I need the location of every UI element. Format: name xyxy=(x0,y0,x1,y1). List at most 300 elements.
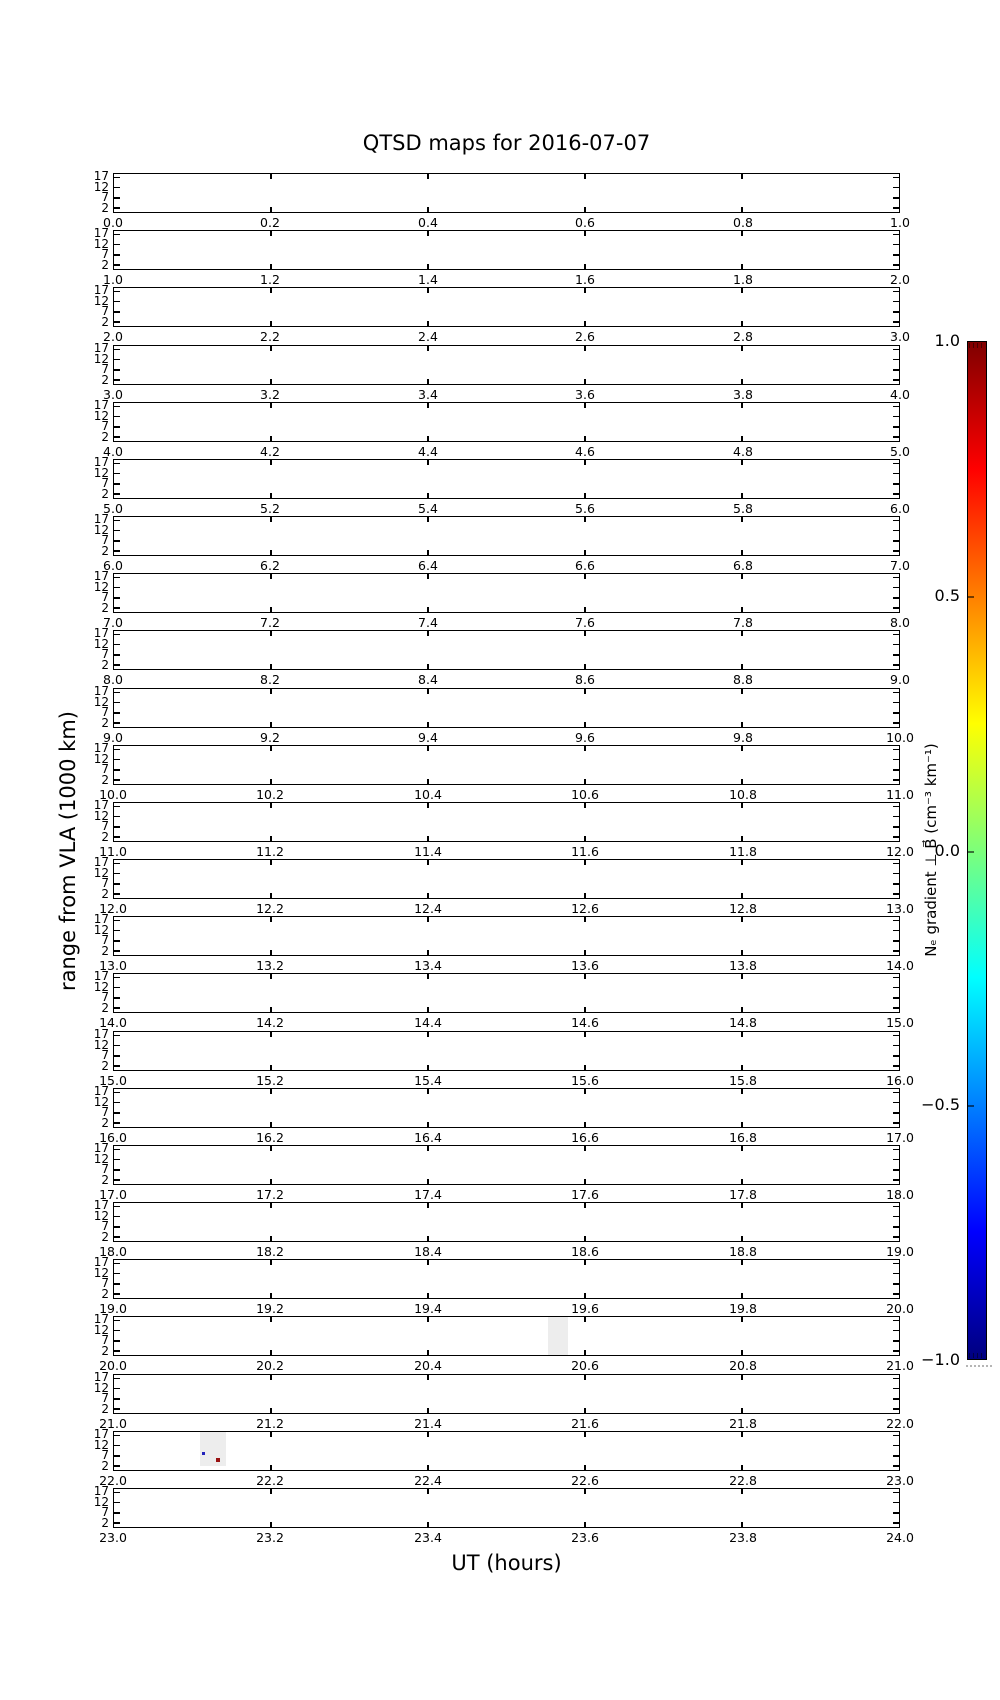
y-tick xyxy=(114,234,120,236)
x-tick-label: 10.2 xyxy=(256,787,284,802)
colorbar-tick-label: 0.0 xyxy=(934,841,960,860)
y-tick xyxy=(114,463,120,465)
x-tick-label: 4.6 xyxy=(575,444,595,459)
x-tick xyxy=(741,1089,743,1094)
y-tick xyxy=(893,863,899,865)
x-tick-label: 2.8 xyxy=(733,329,753,344)
x-tick xyxy=(584,264,586,269)
y-tick xyxy=(114,349,120,351)
y-tick-label: 2 xyxy=(101,201,109,215)
y-tick-label: 2 xyxy=(101,658,109,672)
x-tick xyxy=(427,1293,429,1298)
y-tick-label: 2 xyxy=(101,1001,109,1015)
y-tick xyxy=(893,692,899,694)
panel-box xyxy=(113,973,900,1013)
x-tick xyxy=(584,288,586,293)
x-tick xyxy=(270,321,272,326)
y-tick-label: 7 xyxy=(101,819,109,833)
y-tick xyxy=(893,749,899,751)
x-tick-label: 1.0 xyxy=(890,215,910,230)
y-tick-label: 17 xyxy=(93,1198,109,1212)
x-tick xyxy=(741,550,743,555)
y-tick xyxy=(893,1283,899,1285)
x-tick xyxy=(584,1522,586,1527)
colorbar-tick-label: 1.0 xyxy=(934,331,960,350)
y-tick xyxy=(893,779,899,781)
y-tick xyxy=(893,712,899,714)
x-tick-label: 22.0 xyxy=(886,1416,914,1431)
y-tick xyxy=(893,187,899,189)
x-tick xyxy=(270,1317,272,1322)
x-tick xyxy=(427,836,429,841)
y-tick xyxy=(114,1206,120,1208)
y-tick xyxy=(893,1122,899,1124)
x-tick xyxy=(741,917,743,922)
y-tick xyxy=(114,369,120,371)
y-tick xyxy=(114,1169,120,1171)
x-tick-label: 7.8 xyxy=(733,615,753,630)
x-tick xyxy=(741,893,743,898)
x-tick-label: 14.8 xyxy=(729,1015,757,1030)
x-tick-label: 23.2 xyxy=(256,1530,284,1545)
x-tick-label: 6.6 xyxy=(575,558,595,573)
y-tick xyxy=(893,1065,899,1067)
x-tick-label: 3.0 xyxy=(890,329,910,344)
x-tick xyxy=(427,1522,429,1527)
x-tick xyxy=(584,460,586,465)
x-tick xyxy=(427,631,429,636)
x-tick-label: 6.8 xyxy=(733,558,753,573)
x-tick-label: 15.0 xyxy=(886,1015,914,1030)
data-point xyxy=(216,1458,220,1462)
y-tick xyxy=(893,1502,899,1504)
x-tick-label: 8.4 xyxy=(418,672,438,687)
x-tick-label: 22.2 xyxy=(256,1473,284,1488)
y-tick-label: 2 xyxy=(101,258,109,272)
y-tick xyxy=(893,816,899,818)
panel-box xyxy=(113,630,900,670)
x-tick-label: 13.4 xyxy=(414,958,442,973)
x-tick xyxy=(741,803,743,808)
x-tick xyxy=(427,607,429,612)
y-tick-label: 7 xyxy=(101,1219,109,1233)
y-tick-label: 2 xyxy=(101,487,109,501)
y-tick-label: 7 xyxy=(101,1505,109,1519)
y-tick-label: 17 xyxy=(93,626,109,640)
x-tick-label: 14.0 xyxy=(886,958,914,973)
x-tick xyxy=(427,974,429,979)
x-tick xyxy=(741,974,743,979)
x-tick xyxy=(741,722,743,727)
x-axis-label: UT (hours) xyxy=(451,1551,562,1575)
y-tick xyxy=(893,1055,899,1057)
x-tick xyxy=(741,1007,743,1012)
y-tick-label: 2 xyxy=(101,373,109,387)
y-tick-label: 12 xyxy=(93,1381,109,1395)
x-tick xyxy=(584,860,586,865)
y-tick xyxy=(893,1159,899,1161)
x-tick xyxy=(270,460,272,465)
x-tick-label: 18.0 xyxy=(886,1187,914,1202)
x-tick xyxy=(741,1375,743,1380)
x-tick xyxy=(427,779,429,784)
x-tick-label: 6.4 xyxy=(418,558,438,573)
y-tick xyxy=(893,1465,899,1467)
x-tick xyxy=(270,722,272,727)
x-tick-label: 21.4 xyxy=(414,1416,442,1431)
x-tick xyxy=(584,1489,586,1494)
y-tick xyxy=(893,1340,899,1342)
y-tick xyxy=(114,550,120,552)
x-tick xyxy=(584,231,586,236)
y-tick xyxy=(893,607,899,609)
y-tick-label: 2 xyxy=(101,830,109,844)
y-tick-label: 17 xyxy=(93,741,109,755)
y-tick-label: 7 xyxy=(101,1391,109,1405)
y-tick xyxy=(893,920,899,922)
y-tick xyxy=(114,321,120,323)
x-tick-label: 21.8 xyxy=(729,1416,757,1431)
x-tick-label: 4.2 xyxy=(260,444,280,459)
y-tick xyxy=(114,244,120,246)
x-tick-label: 3.0 xyxy=(103,387,123,402)
y-tick-label: 17 xyxy=(93,912,109,926)
y-tick xyxy=(893,1320,899,1322)
x-tick-label: 7.6 xyxy=(575,615,595,630)
y-tick-label: 2 xyxy=(101,944,109,958)
x-tick-label: 24.0 xyxy=(886,1530,914,1545)
x-tick xyxy=(741,664,743,669)
x-tick xyxy=(270,1375,272,1380)
y-tick xyxy=(893,577,899,579)
panel-box xyxy=(113,573,900,613)
panel-box xyxy=(113,1316,900,1356)
y-tick xyxy=(893,1273,899,1275)
x-tick xyxy=(741,1317,743,1322)
y-tick xyxy=(114,540,120,542)
x-tick-label: 8.0 xyxy=(103,672,123,687)
y-tick xyxy=(114,920,120,922)
x-tick xyxy=(427,1260,429,1265)
x-tick-label: 5.2 xyxy=(260,501,280,516)
x-tick xyxy=(584,1203,586,1208)
y-tick-label: 2 xyxy=(101,315,109,329)
x-tick-label: 0.0 xyxy=(103,215,123,230)
x-tick-label: 11.6 xyxy=(571,844,599,859)
y-tick xyxy=(114,779,120,781)
x-tick-label: 18.8 xyxy=(729,1244,757,1259)
y-tick xyxy=(114,1512,120,1514)
y-tick xyxy=(114,977,120,979)
x-tick xyxy=(270,1260,272,1265)
y-tick-label: 17 xyxy=(93,398,109,412)
x-tick xyxy=(427,1007,429,1012)
x-tick xyxy=(584,746,586,751)
y-tick-label: 12 xyxy=(93,695,109,709)
x-tick xyxy=(741,436,743,441)
colorbar-tick xyxy=(968,851,974,853)
y-tick-label: 17 xyxy=(93,512,109,526)
x-tick-label: 10.8 xyxy=(729,787,757,802)
x-tick xyxy=(741,1489,743,1494)
y-tick xyxy=(893,264,899,266)
x-tick-label: 17.8 xyxy=(729,1187,757,1202)
y-tick xyxy=(114,1179,120,1181)
y-tick xyxy=(114,997,120,999)
y-tick xyxy=(114,1320,120,1322)
x-tick-label: 12.4 xyxy=(414,901,442,916)
x-tick xyxy=(741,779,743,784)
y-tick xyxy=(893,406,899,408)
y-tick xyxy=(114,1293,120,1295)
y-tick xyxy=(893,379,899,381)
x-tick-label: 15.6 xyxy=(571,1073,599,1088)
x-tick-label: 3.6 xyxy=(575,387,595,402)
y-tick-label: 17 xyxy=(93,1312,109,1326)
x-tick-label: 21.0 xyxy=(886,1358,914,1373)
x-tick xyxy=(270,893,272,898)
y-tick-label: 2 xyxy=(101,544,109,558)
x-tick xyxy=(270,288,272,293)
y-tick xyxy=(114,1159,120,1161)
x-tick xyxy=(427,893,429,898)
x-tick xyxy=(270,779,272,784)
y-tick xyxy=(893,664,899,666)
y-tick-label: 17 xyxy=(93,855,109,869)
x-tick xyxy=(270,746,272,751)
x-tick xyxy=(584,1146,586,1151)
x-tick-label: 16.2 xyxy=(256,1130,284,1145)
y-tick-label: 17 xyxy=(93,1370,109,1384)
x-tick-label: 19.2 xyxy=(256,1301,284,1316)
x-tick xyxy=(270,1522,272,1527)
x-tick-label: 9.2 xyxy=(260,730,280,745)
y-tick xyxy=(893,483,899,485)
x-tick xyxy=(741,460,743,465)
y-tick xyxy=(893,997,899,999)
y-tick xyxy=(114,291,120,293)
y-tick-label: 2 xyxy=(101,716,109,730)
x-tick-label: 0.2 xyxy=(260,215,280,230)
y-tick-label: 7 xyxy=(101,1048,109,1062)
y-tick xyxy=(893,597,899,599)
x-tick-label: 5.0 xyxy=(890,444,910,459)
panel-box xyxy=(113,516,900,556)
x-tick-label: 19.0 xyxy=(99,1301,127,1316)
x-tick xyxy=(270,1007,272,1012)
y-tick xyxy=(893,207,899,209)
x-tick-label: 16.8 xyxy=(729,1130,757,1145)
x-tick-label: 2.0 xyxy=(103,329,123,344)
x-tick xyxy=(270,1350,272,1355)
y-tick xyxy=(114,1112,120,1114)
x-tick xyxy=(584,1122,586,1127)
x-tick xyxy=(584,1293,586,1298)
y-tick xyxy=(114,664,120,666)
x-tick-label: 20.4 xyxy=(414,1358,442,1373)
panel-box xyxy=(113,230,900,270)
x-tick xyxy=(270,231,272,236)
x-tick-label: 9.6 xyxy=(575,730,595,745)
y-tick-label: 12 xyxy=(93,866,109,880)
y-tick-label: 12 xyxy=(93,1495,109,1509)
x-tick xyxy=(584,689,586,694)
x-tick-label: 7.2 xyxy=(260,615,280,630)
y-tick-label: 2 xyxy=(101,1344,109,1358)
x-tick xyxy=(427,1065,429,1070)
x-tick xyxy=(741,264,743,269)
y-tick xyxy=(114,1408,120,1410)
x-tick-label: 23.6 xyxy=(571,1530,599,1545)
y-tick-label: 17 xyxy=(93,283,109,297)
y-tick xyxy=(893,1263,899,1265)
x-tick-label: 16.0 xyxy=(886,1073,914,1088)
x-tick xyxy=(584,631,586,636)
y-tick xyxy=(114,197,120,199)
y-tick xyxy=(893,826,899,828)
panel-box xyxy=(113,1488,900,1528)
x-tick xyxy=(427,379,429,384)
y-tick-label: 12 xyxy=(93,1152,109,1166)
y-tick xyxy=(114,416,120,418)
x-tick-label: 22.8 xyxy=(729,1473,757,1488)
y-tick xyxy=(893,1378,899,1380)
y-tick-label: 12 xyxy=(93,1323,109,1337)
x-tick xyxy=(584,974,586,979)
x-tick xyxy=(427,436,429,441)
y-tick xyxy=(114,1398,120,1400)
y-tick xyxy=(114,379,120,381)
x-tick xyxy=(584,917,586,922)
x-tick xyxy=(584,550,586,555)
y-tick-label: 2 xyxy=(101,887,109,901)
x-tick-label: 23.4 xyxy=(414,1530,442,1545)
x-tick xyxy=(270,664,272,669)
x-tick-label: 1.6 xyxy=(575,272,595,287)
x-tick xyxy=(270,1432,272,1437)
x-tick xyxy=(741,1203,743,1208)
y-tick xyxy=(114,1330,120,1332)
x-tick-label: 12.2 xyxy=(256,901,284,916)
y-tick-label: 17 xyxy=(93,226,109,240)
y-tick xyxy=(893,1112,899,1114)
x-tick xyxy=(584,722,586,727)
x-tick xyxy=(741,1260,743,1265)
panel-box xyxy=(113,1259,900,1299)
colorbar-tick-label: −1.0 xyxy=(921,1350,960,1369)
x-tick xyxy=(270,974,272,979)
x-tick xyxy=(741,517,743,522)
x-tick-label: 8.6 xyxy=(575,672,595,687)
y-tick xyxy=(114,1007,120,1009)
panel-box xyxy=(113,1088,900,1128)
y-tick xyxy=(114,187,120,189)
y-tick-label: 12 xyxy=(93,1038,109,1052)
x-tick xyxy=(270,1489,272,1494)
x-tick xyxy=(584,779,586,784)
y-tick xyxy=(893,540,899,542)
y-tick xyxy=(114,769,120,771)
y-tick-label: 12 xyxy=(93,752,109,766)
x-tick-label: 5.8 xyxy=(733,501,753,516)
y-tick-label: 2 xyxy=(101,1059,109,1073)
x-tick xyxy=(427,264,429,269)
y-tick-label: 2 xyxy=(101,1516,109,1530)
x-tick xyxy=(427,860,429,865)
x-tick-label: 5.6 xyxy=(575,501,595,516)
y-tick xyxy=(893,806,899,808)
y-tick xyxy=(114,311,120,313)
x-tick-label: 22.6 xyxy=(571,1473,599,1488)
y-tick xyxy=(114,1522,120,1524)
x-tick xyxy=(270,1146,272,1151)
x-tick xyxy=(427,917,429,922)
x-tick-label: 17.2 xyxy=(256,1187,284,1202)
y-tick xyxy=(893,473,899,475)
y-tick-label: 7 xyxy=(101,1105,109,1119)
x-tick-label: 4.0 xyxy=(103,444,123,459)
y-tick-label: 2 xyxy=(101,1230,109,1244)
x-tick-label: 13.0 xyxy=(99,958,127,973)
y-tick xyxy=(114,1226,120,1228)
y-tick xyxy=(114,702,120,704)
x-tick xyxy=(427,746,429,751)
x-tick xyxy=(741,836,743,841)
y-tick-label: 17 xyxy=(93,169,109,183)
x-tick xyxy=(427,1432,429,1437)
x-tick-label: 23.0 xyxy=(886,1473,914,1488)
x-tick-label: 2.2 xyxy=(260,329,280,344)
y-tick-label: 7 xyxy=(101,476,109,490)
y-tick-label: 2 xyxy=(101,1116,109,1130)
x-tick xyxy=(584,1007,586,1012)
y-tick xyxy=(114,1216,120,1218)
x-tick xyxy=(741,1408,743,1413)
x-tick xyxy=(270,1179,272,1184)
x-tick xyxy=(427,1032,429,1037)
y-tick-label: 12 xyxy=(93,466,109,480)
y-tick xyxy=(114,692,120,694)
x-tick xyxy=(270,403,272,408)
y-tick-label: 2 xyxy=(101,1402,109,1416)
x-tick-label: 15.2 xyxy=(256,1073,284,1088)
x-tick xyxy=(741,231,743,236)
y-tick xyxy=(893,1102,899,1104)
x-tick-label: 17.6 xyxy=(571,1187,599,1202)
y-tick xyxy=(114,873,120,875)
x-tick xyxy=(741,574,743,579)
y-tick xyxy=(114,177,120,179)
x-tick-label: 12.0 xyxy=(886,844,914,859)
colorbar-tick xyxy=(968,1105,974,1107)
y-tick xyxy=(893,416,899,418)
x-tick-label: 2.6 xyxy=(575,329,595,344)
y-tick-label: 12 xyxy=(93,1209,109,1223)
y-tick xyxy=(893,321,899,323)
x-tick-label: 10.4 xyxy=(414,787,442,802)
y-tick-label: 17 xyxy=(93,1141,109,1155)
panel-box xyxy=(113,1431,900,1471)
x-tick-label: 11.0 xyxy=(886,787,914,802)
x-tick-label: 5.0 xyxy=(103,501,123,516)
x-tick xyxy=(270,207,272,212)
x-tick xyxy=(584,803,586,808)
y-tick-label: 12 xyxy=(93,294,109,308)
y-tick xyxy=(114,301,120,303)
y-tick xyxy=(114,607,120,609)
x-tick xyxy=(427,1408,429,1413)
x-tick xyxy=(270,1465,272,1470)
